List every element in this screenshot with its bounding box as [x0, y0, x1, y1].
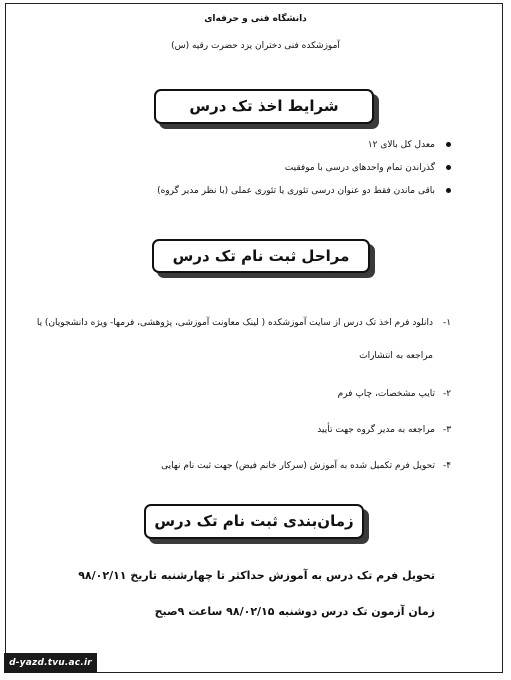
schedule-deadline: تحویل فرم تک درس به آموزش حداکثر تا چهارشنبه تاریخ ۹۸/۰۲/۱۱ — [78, 569, 435, 582]
section-heading-registration-steps: مراحل ثبت نام تک درس — [152, 239, 370, 273]
step-number: -۳ — [443, 425, 452, 435]
list-item — [75, 160, 435, 183]
step-text-continued: مراجعه به انتشارات — [359, 351, 433, 361]
step-number: -۴ — [443, 461, 452, 471]
condition-text: باقی ماندن فقط دو عنوان درسی تئوری یا تئوری عملی (با نظر مدیر گروه) — [157, 186, 435, 196]
list-item — [75, 183, 435, 206]
step-text: تایپ مشخصات، چاپ فرم — [337, 389, 435, 399]
bullet-icon — [446, 142, 451, 147]
condition-text: گذراندن تمام واحدهای درسی با موفقیت — [284, 163, 435, 173]
step-number: -۱ — [443, 318, 452, 328]
step-number: -۲ — [443, 389, 452, 399]
condition-text: معدل کل بالای ۱۲ — [367, 140, 435, 150]
college-name: آموزشکده فنی دختران یزد حضرت رقیه (س) — [171, 41, 340, 51]
step-text: دانلود فرم اخذ تک درس از سایت آموزشکده ( لینک معاونت آموزشی، پژوهشی، فرمها- ویژه دانشجویان) یا — [36, 318, 433, 328]
section-heading-conditions: شرایط اخذ تک درس — [154, 89, 374, 124]
step-text: مراجعه به مدیر گروه جهت تأیید — [317, 425, 435, 435]
bullet-icon — [446, 188, 451, 193]
conditions-list — [75, 137, 435, 206]
step-text: تحویل فرم تکمیل شده به آموزش (سرکار خانم فیض) جهت ثبت نام نهایی — [161, 461, 435, 471]
list-item — [75, 137, 435, 160]
section-heading-schedule: زمان‌بندی ثبت نام تک درس — [144, 504, 364, 539]
schedule-exam: زمان آزمون تک درس دوشنبه ۹۸/۰۲/۱۵ ساعت ۹صبح — [154, 605, 435, 618]
site-badge: d-yazd.tvu.ac.ir — [4, 653, 97, 673]
university-name: دانشگاه فنی و حرفه‌ای — [204, 14, 307, 24]
bullet-icon — [446, 165, 451, 170]
